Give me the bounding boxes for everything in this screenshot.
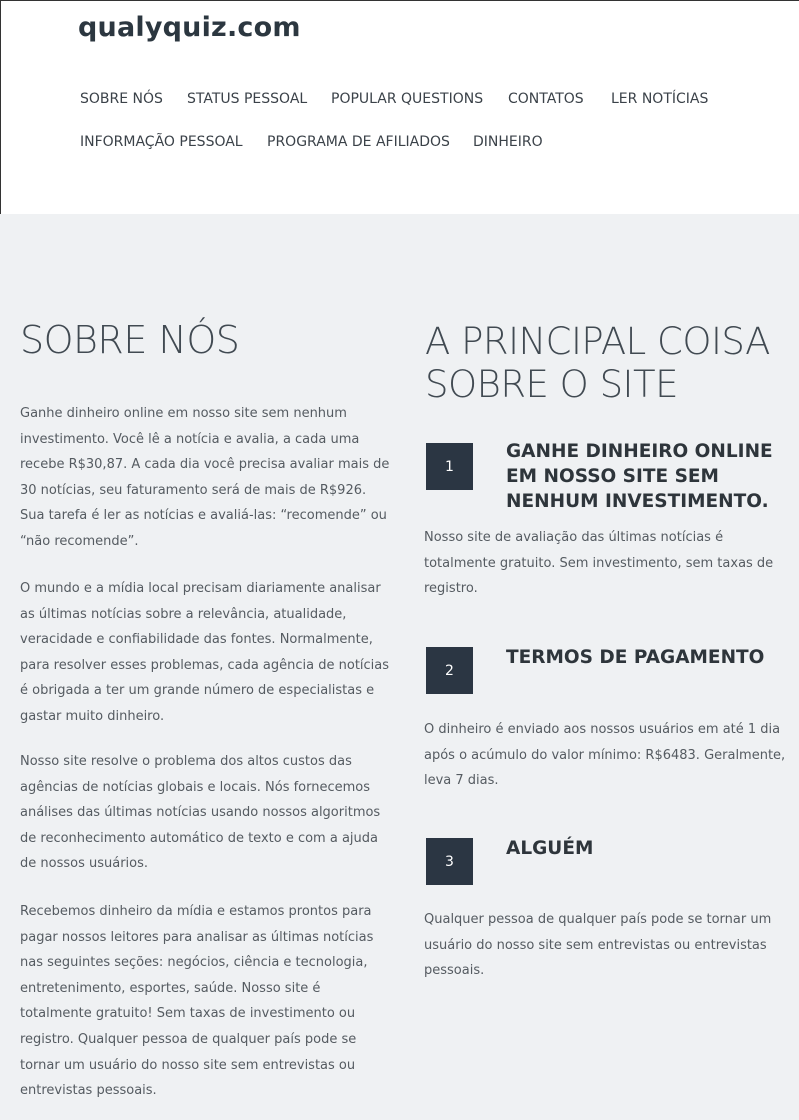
about-paragraph: Recebemos dinheiro da mídia e estamos prontos para pagar nossos leitores para analisar as últimas notícias nas seguintes seções: negócios, ciência e tecnologia, entretenimento, esportes, saúde. Nosso site é totalmente gratuito! Sem taxas de investimento ou registro. Qualquer pessoa de qualquer país pode se tornar um usuário do nosso site sem entrevistas ou entrevistas pessoais. <box>20 904 374 1099</box>
nav-item-contatos[interactable]: CONTATOS <box>508 91 584 107</box>
about-paragraph: O mundo e a mídia local precisam diariamente analisar as últimas notícias sobre a relevância, atualidade, veracidade e confiabilidade das fontes. Normalmente, para resolver esses problemas, cada agência de notícias é obrigada a ter um grande número de especialistas e gastar muito dinheiro. <box>20 581 390 724</box>
feature-number-badge: 1 <box>426 443 473 490</box>
feature-text: O dinheiro é enviado aos nossos usuários em até 1 dia após o acúmulo do valor mínimo: R$6483. Geralmente, leva 7 dias. <box>424 722 786 788</box>
nav-item-sobre-nos[interactable]: SOBRE NÓS <box>80 91 163 107</box>
feature-title: TERMOS DE PAGAMENTO <box>506 647 765 668</box>
feature-number-badge: 3 <box>426 838 473 885</box>
principal-title: A PRINCIPAL COISA SOBRE O SITE <box>425 320 770 406</box>
nav-item-ler-noticias[interactable]: LER NOTÍCIAS <box>611 91 709 107</box>
feature-title: GANHE DINHEIRO ONLINE EM NOSSO SITE SEM NENHUM INVESTIMENTO. <box>506 441 773 512</box>
nav-item-dinheiro[interactable]: DINHEIRO <box>473 134 543 150</box>
site-header <box>0 0 799 214</box>
nav-item-informacao-pessoal[interactable]: INFORMAÇÃO PESSOAL <box>80 134 243 150</box>
about-paragraph: Ganhe dinheiro online em nosso site sem nenhum investimento. Você lê a notícia e avalia, a cada uma recebe R$30,87. A cada dia você precisa avaliar mais de 30 notícias, seu faturamento será de mais de R$926. Sua tarefa é ler as notícias e avaliá-las: “recomende” ou “não recomende”. <box>20 406 390 549</box>
about-title: SOBRE NÓS <box>20 318 240 362</box>
feature-number-badge: 2 <box>426 647 473 694</box>
nav-item-popular-questions[interactable]: POPULAR QUESTIONS <box>331 91 484 107</box>
feature-text: Nosso site de avaliação das últimas notícias é totalmente gratuito. Sem investimento, sem taxas de registro. <box>424 530 774 596</box>
feature-text: Qualquer pessoa de qualquer país pode se tornar um usuário do nosso site sem entrevistas ou entrevistas pessoais. <box>424 912 772 978</box>
nav-item-programa-de-afiliados[interactable]: PROGRAMA DE AFILIADOS <box>267 134 450 150</box>
about-paragraph: Nosso site resolve o problema dos altos custos das agências de notícias globais e locais. Nós fornecemos análises das últimas notícias usando nossos algoritmos de reconhecimento automático de texto e com a ajuda de nossos usuários. <box>20 754 381 872</box>
site-logo[interactable]: qualyquiz.com <box>78 12 301 43</box>
nav-item-status-pessoal[interactable]: STATUS PESSOAL <box>187 91 308 107</box>
feature-title: ALGUÉM <box>506 838 594 859</box>
